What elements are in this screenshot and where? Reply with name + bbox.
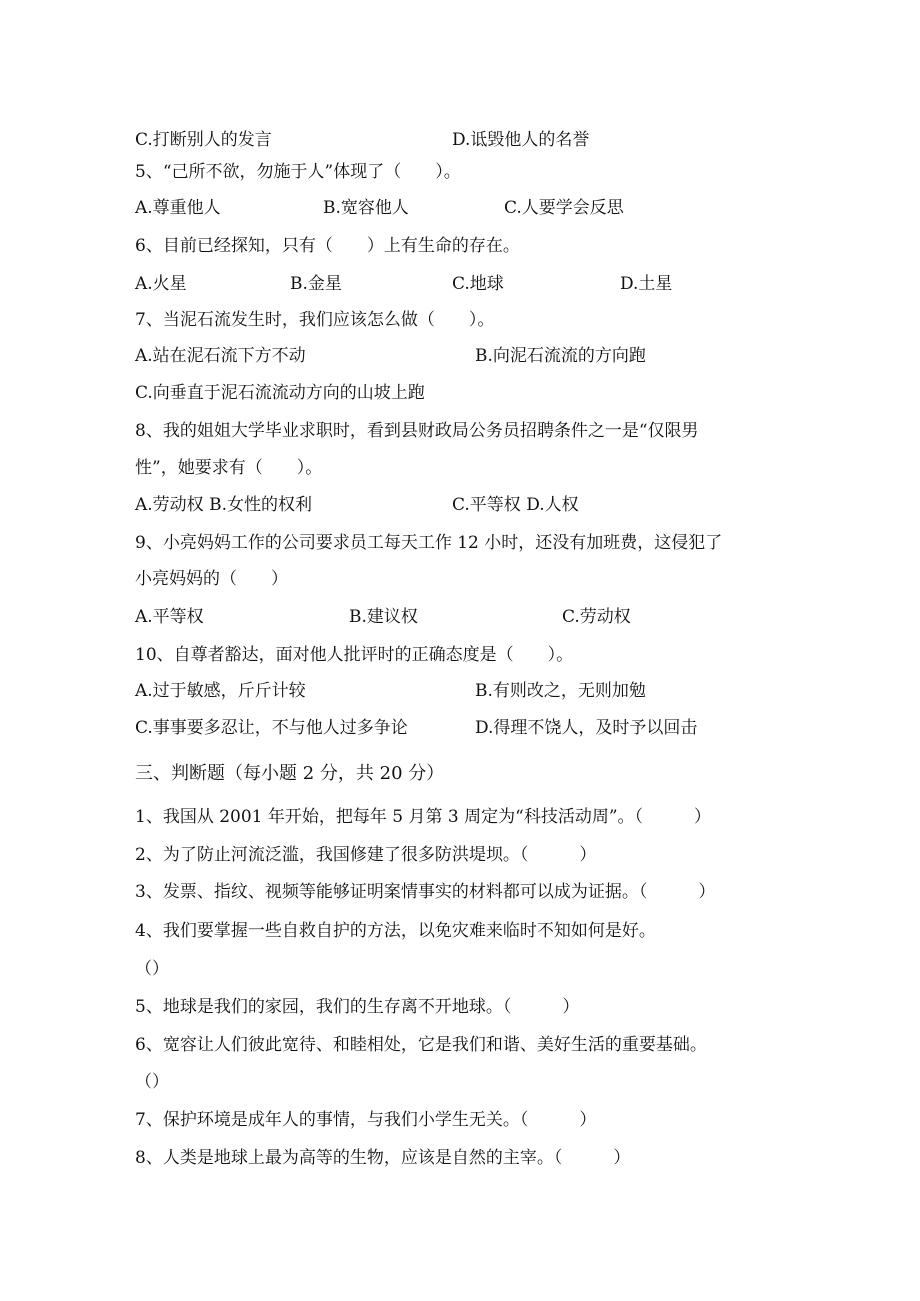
judgment-3: 3、发票、指纹、视频等能够证明案情事实的材料都可以成为证据。（ ）: [135, 882, 716, 902]
option-c: C.事事要多忍让，不与他人过多争论: [135, 718, 408, 738]
judgment-2: 2、为了防止河流泛滥，我国修建了很多防洪堤坝。（ ）: [135, 845, 597, 865]
option-a: A.火星: [135, 274, 187, 294]
judgment-6: 6、宽容让人们彼此宽待、和睦相处，它是我们和谐、美好生活的重要基础。: [135, 1035, 707, 1055]
option-a: A.尊重他人: [135, 198, 221, 218]
option-c: C.打断别人的发言: [135, 130, 272, 150]
question-8-line-1: 8、我的姐姐大学毕业求职时，看到县财政局公务员招聘条件之一是“仅限男: [135, 421, 699, 441]
option-b: B.向泥石流流的方向跑: [475, 346, 646, 366]
judgment-5: 5、地球是我们的家园，我们的生存离不开地球。（ ）: [135, 997, 580, 1017]
question-10: 10、自尊者豁达，面对他人批评时的正确态度是（ ）。: [135, 645, 574, 665]
option-d: D.土星: [620, 274, 673, 294]
option-c: C.地球: [452, 274, 504, 294]
option-c: C.人要学会反思: [504, 198, 624, 218]
question-9-line-2: 小亮妈妈的（ ）: [135, 569, 288, 589]
option-a: A.过于敏感，斤斤计较: [135, 681, 306, 701]
judgment-4: 4、我们要掌握一些自救自护的方法，以免灾难来临时不知如何是好。: [135, 921, 656, 941]
option-c: C.向垂直于泥石流流动方向的山坡上跑: [135, 383, 425, 403]
option-d: D.诋毁他人的名誉: [452, 130, 590, 150]
option-b: B.建议权: [349, 607, 418, 627]
question-6: 6、目前已经探知，只有（ ）上有生命的存在。: [135, 236, 520, 256]
option-b: B.金星: [290, 274, 342, 294]
judgment-1: 1、我国从 2001 年开始，把每年 5 月第 3 周定为“科技活动周”。（ ）: [135, 807, 712, 827]
option-a: A.平等权: [135, 607, 204, 627]
answer-parentheses: （）: [135, 959, 169, 979]
question-8-line-2: 性”，她要求有（ ）。: [135, 458, 323, 478]
section-heading: 三、判断题（每小题 2 分，共 20 分）: [135, 763, 445, 784]
option-b: B.有则改之，无则加勉: [475, 681, 646, 701]
option-c-d: C.平等权 D.人权: [452, 495, 579, 515]
answer-parentheses: （）: [135, 1072, 169, 1092]
question-9-line-1: 9、小亮妈妈工作的公司要求员工每天工作 12 小时，还没有加班费，这侵犯了: [135, 533, 723, 553]
question-7: 7、当泥石流发生时，我们应该怎么做（ ）。: [135, 310, 495, 330]
option-a-b: A.劳动权 B.女性的权利: [135, 495, 312, 515]
question-5: 5、“己所不欲，勿施于人”体现了（ ）。: [135, 162, 461, 182]
option-d: D.得理不饶人，及时予以回击: [475, 718, 698, 738]
option-b: B.宽容他人: [323, 198, 409, 218]
option-a: A.站在泥石流下方不动: [135, 346, 306, 366]
judgment-8: 8、人类是地球上最为高等的生物，应该是自然的主宰。（ ）: [135, 1148, 631, 1168]
option-c: C.劳动权: [562, 607, 631, 627]
judgment-7: 7、保护环境是成年人的事情，与我们小学生无关。（ ）: [135, 1110, 597, 1130]
